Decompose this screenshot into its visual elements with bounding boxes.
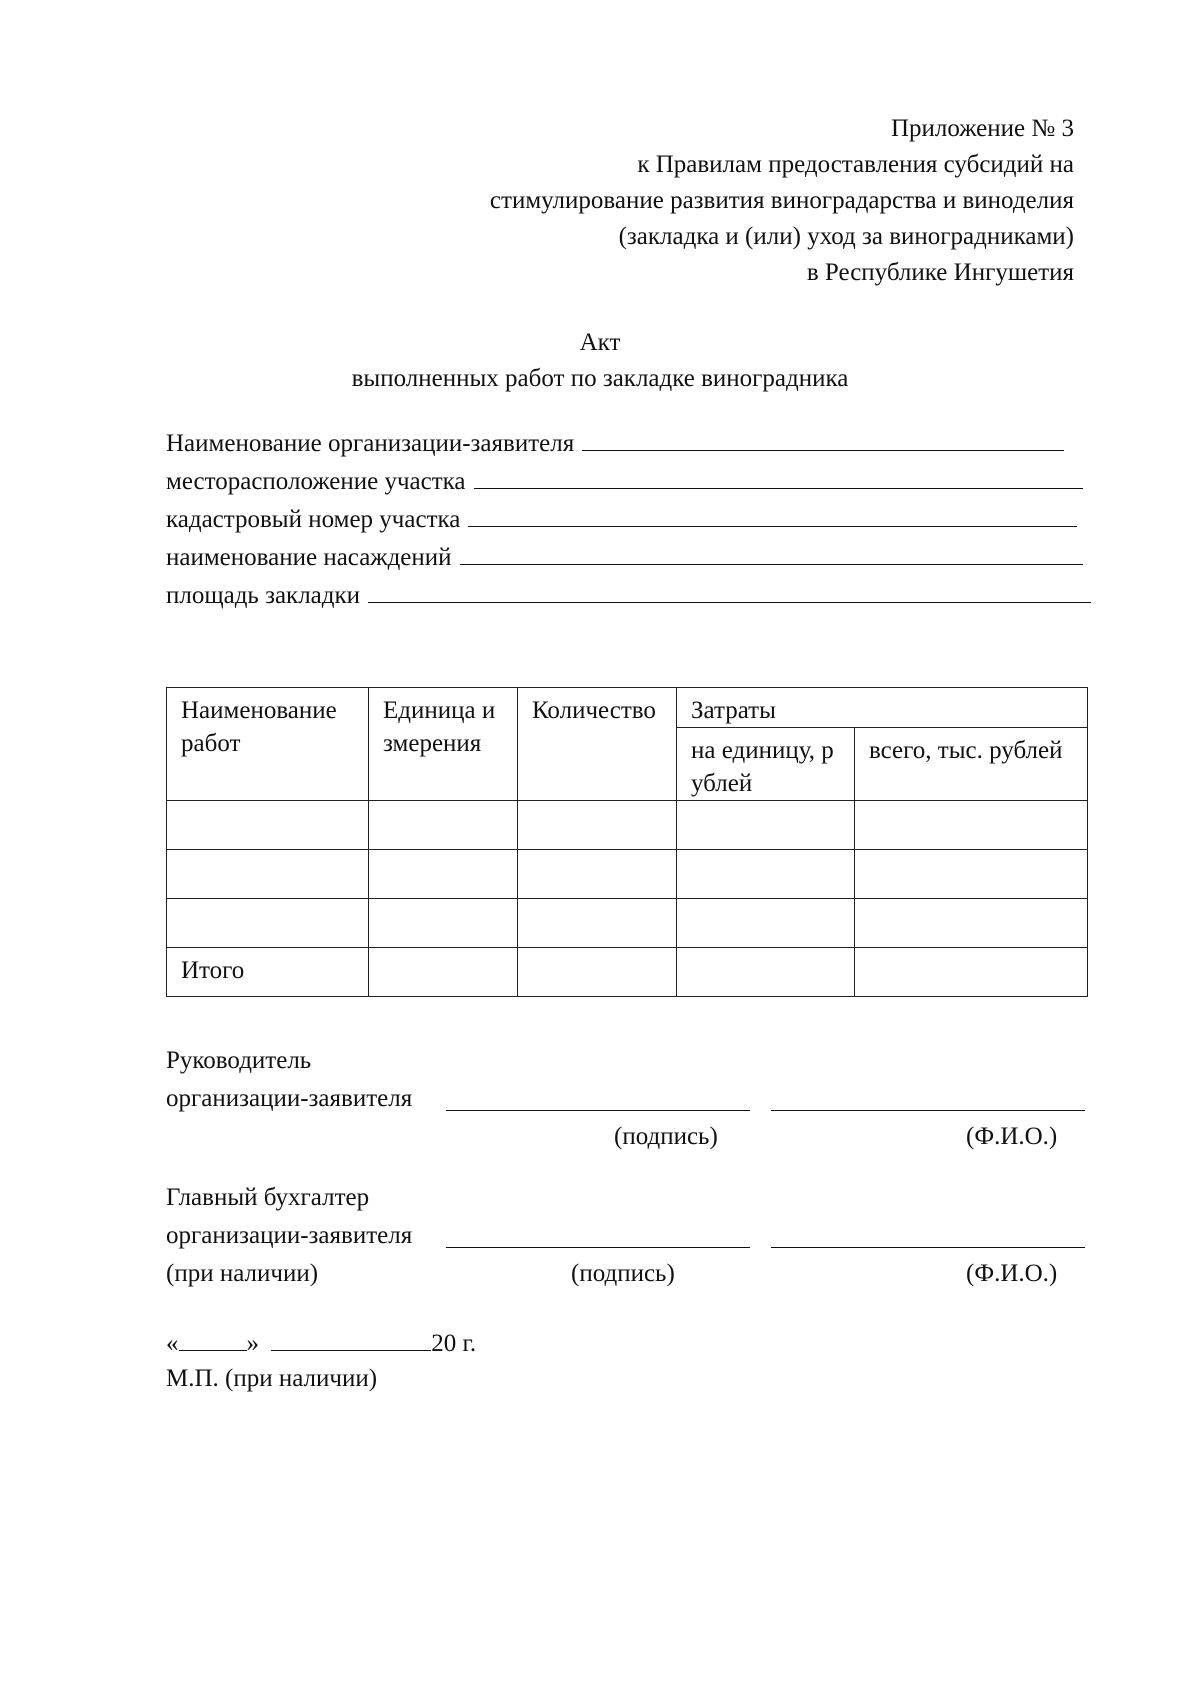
accountant-signature-blank[interactable] <box>446 1217 750 1248</box>
field-cadastral-number <box>166 500 1134 538</box>
appendix-reference-line: стимулирование развития виноградарства и виноделия <box>489 187 1074 214</box>
table-cell[interactable] <box>518 948 677 997</box>
appendix-header <box>490 111 1074 291</box>
table-cell[interactable] <box>677 899 855 948</box>
table-cell[interactable] <box>518 801 677 850</box>
total-label: Итого <box>167 948 369 997</box>
field-label: наименование насаждений <box>166 544 452 571</box>
header-unit: Единица измерения <box>369 688 518 801</box>
table-cell[interactable] <box>855 899 1088 948</box>
header-cost-total: всего, тыс. рублей <box>855 728 1088 801</box>
table-cell[interactable] <box>677 801 855 850</box>
day-blank[interactable] <box>179 1322 247 1351</box>
appendix-reference-line: к Правилам предоставления субсидий на <box>637 151 1074 178</box>
table-row <box>167 850 1088 899</box>
head-fio-blank[interactable] <box>771 1080 1085 1111</box>
field-label: кадастровый номер участка <box>166 506 461 533</box>
appendix-number: Приложение № 3 <box>890 115 1074 142</box>
accountant-organization: организации-заявителя <box>166 1222 413 1249</box>
accountant-fio-blank[interactable] <box>771 1217 1085 1248</box>
table-cell[interactable] <box>855 850 1088 899</box>
field-plantation-name <box>166 538 1134 576</box>
table-header-row <box>167 688 1088 728</box>
header-work-name: Наименование работ <box>167 688 369 801</box>
plantation-name-blank[interactable] <box>460 538 1083 565</box>
fio-caption: (Ф.И.О.) <box>966 1123 1058 1150</box>
table-cell[interactable] <box>369 899 518 948</box>
document-title <box>0 325 1200 397</box>
header-quantity: Количество <box>518 688 677 801</box>
month-blank[interactable] <box>271 1322 431 1351</box>
table-cell[interactable] <box>518 850 677 899</box>
table-cell[interactable] <box>518 899 677 948</box>
planting-area-blank[interactable] <box>368 576 1091 603</box>
table-total-row <box>167 948 1088 997</box>
header-costs: Затраты <box>677 688 1088 728</box>
table-cell[interactable] <box>677 948 855 997</box>
field-label: площадь закладки <box>166 582 361 609</box>
signature-caption: (подпись) <box>571 1260 675 1287</box>
field-label: Наименование организации-заявителя <box>166 430 575 457</box>
plot-location-blank[interactable] <box>474 462 1083 489</box>
table-cell[interactable] <box>167 850 369 899</box>
field-plot-location <box>166 462 1134 500</box>
cadastral-number-blank[interactable] <box>468 500 1077 527</box>
signature-caption: (подпись) <box>614 1123 718 1150</box>
head-title: Руководитель <box>166 1047 312 1074</box>
title-subject: выполненных работ по закладке виноградника <box>351 365 849 392</box>
table-cell[interactable] <box>677 850 855 899</box>
table-cell[interactable] <box>855 948 1088 997</box>
accountant-signature-block <box>166 1179 1096 1293</box>
year-suffix: 20 г. <box>431 1330 477 1357</box>
fio-caption: (Ф.И.О.) <box>966 1260 1058 1287</box>
organization-name-blank[interactable] <box>582 424 1064 451</box>
table-cell[interactable] <box>369 948 518 997</box>
table-row <box>167 801 1088 850</box>
head-signature-blank[interactable] <box>446 1080 750 1111</box>
head-organization: организации-заявителя <box>166 1085 413 1112</box>
date-close-quote: » <box>246 1330 259 1357</box>
field-planting-area <box>166 576 1134 614</box>
table-row <box>167 899 1088 948</box>
table-cell[interactable] <box>369 850 518 899</box>
title-act: Акт <box>579 329 621 356</box>
appendix-reference-line: в Республике Ингушетия <box>806 259 1074 286</box>
accountant-if-any: (при наличии) <box>166 1260 319 1287</box>
date-block <box>166 1322 476 1398</box>
works-table <box>166 687 1088 997</box>
table-cell[interactable] <box>369 801 518 850</box>
appendix-reference-line: (закладка и (или) уход за виноградниками) <box>618 223 1074 250</box>
field-label: месторасположение участка <box>166 468 466 495</box>
applicant-fields <box>166 424 1134 614</box>
field-organization-name <box>166 424 1134 462</box>
stamp-note: М.П. (при наличии) <box>166 1365 378 1392</box>
head-signature-block <box>166 1042 1096 1156</box>
table-cell[interactable] <box>167 899 369 948</box>
table-cell[interactable] <box>167 801 369 850</box>
date-open-quote: « <box>166 1330 179 1357</box>
header-cost-per-unit: на единицу, рублей <box>677 728 855 801</box>
accountant-title: Главный бухгалтер <box>166 1184 370 1211</box>
table-cell[interactable] <box>855 801 1088 850</box>
